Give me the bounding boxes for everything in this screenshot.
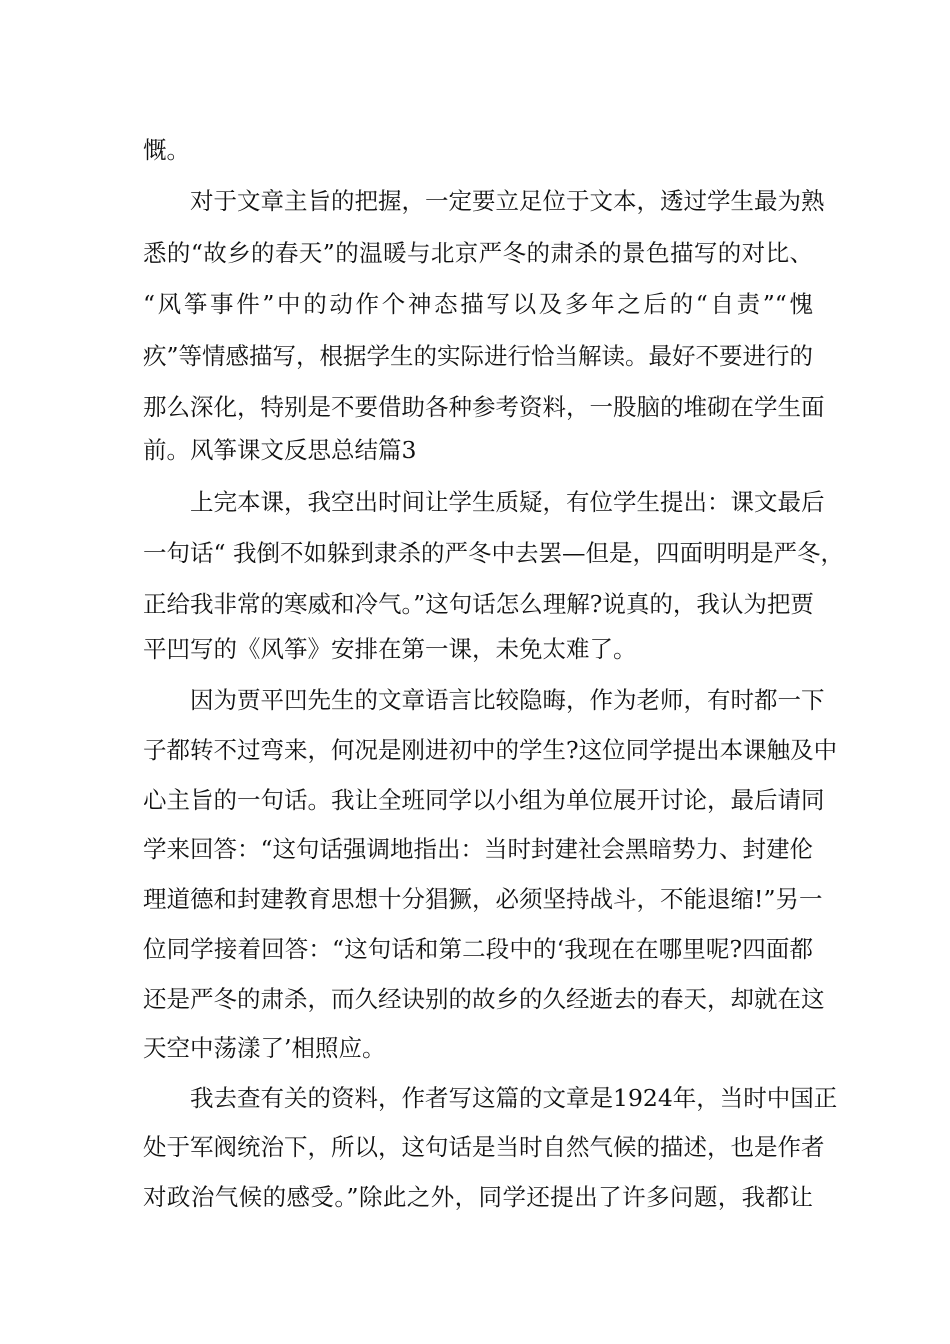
text-line: 对政治气候的感受。”除此之外，同学还提出了许多问题，我都让: [143, 1183, 813, 1211]
paragraph-first-line: 上完本课，我空出时间让学生质疑，有位学生提出：课文最后: [190, 488, 825, 516]
text-line: 那么深化，特别是不要借助各种参考资料，一股脑的堆砌在学生面: [143, 393, 825, 421]
text-line: 疚”等情感描写，根据学生的实际进行恰当解读。最好不要进行的: [143, 342, 814, 370]
text-line: 心主旨的一句话。我让全班同学以小组为单位展开讨论，最后请同: [143, 786, 825, 814]
text-line: 前。风筝课文反思总结篇3: [143, 436, 417, 464]
text-line: 位同学接着回答：“这句话和第二段中的‘我现在在哪里呢?四面都: [143, 935, 813, 963]
text-line: 慨。: [143, 136, 190, 164]
text-line: 理道德和封建教育思想十分猖獗，必须坚持战斗，不能退缩!”另一: [143, 885, 823, 913]
text-line: 天空中荡漾了’相照应。: [143, 1034, 386, 1062]
paragraph-first-line: 对于文章主旨的把握，一定要立足位于文本，透过学生最为熟: [190, 187, 825, 215]
paragraph-first-line: 因为贾平凹先生的文章语言比较隐晦，作为老师，有时都一下: [190, 686, 825, 714]
text-line: 正给我非常的寒威和冷气。”这句话怎么理解?说真的，我认为把贾: [143, 590, 814, 618]
text-line: 子都转不过弯来，何况是刚进初中的学生?这位同学提出本课触及中: [143, 736, 838, 764]
text-line: 一句话“ 我倒不如躲到隶杀的严冬中去罢—但是，四面明明是严冬，: [143, 539, 844, 567]
text-line: 平凹写的《风筝》安排在第一课，未免太难了。: [143, 635, 637, 663]
text-line: 处于军阀统治下，所以，这句话是当时自然气候的描述，也是作者: [143, 1133, 825, 1161]
paragraph-first-line: 我去查有关的资料，作者写这篇的文章是1924年，当时中国正: [190, 1084, 838, 1112]
text-line: 悉的“故乡的春天”的温暖与北京严冬的肃杀的景色描写的对比、: [143, 239, 813, 267]
text-line: 学来回答：“这句话强调地指出：当时封建社会黑暗势力、封建伦: [143, 835, 814, 863]
text-line: 还是严冬的肃杀，而久经诀别的故乡的久经逝去的春天，却就在这: [143, 985, 825, 1013]
text-line: “风筝事件”中的动作个神态描写以及多年之后的“自责”“愧: [143, 290, 813, 318]
